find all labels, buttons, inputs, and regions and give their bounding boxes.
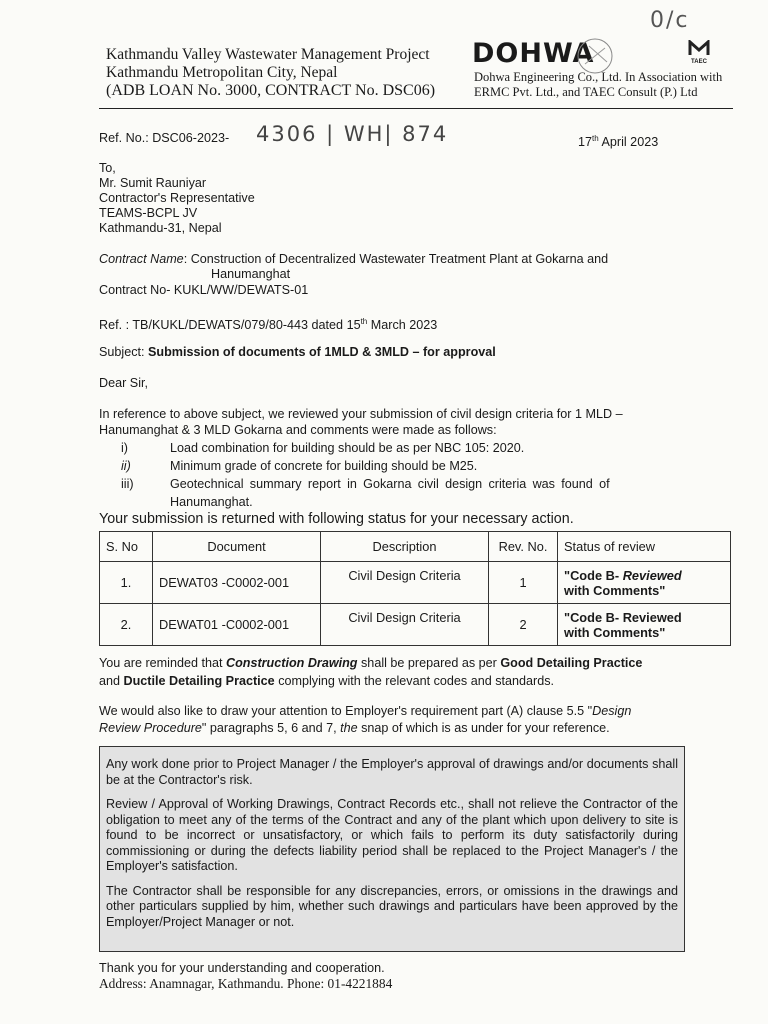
municipality-line: Kathmandu Metropolitan City, Nepal xyxy=(106,64,338,81)
table-row xyxy=(100,562,731,604)
attention-line-1: We would also like to draw your attention to Employer's requirement part (A) clause 5.5 "Design xyxy=(99,704,632,718)
document-code: DEWAT01 -C0002-001 xyxy=(153,604,321,646)
comment-text: Minimum grade of concrete for building should be M25. xyxy=(170,459,478,473)
addressee-name: Mr. Sumit Rauniyar xyxy=(99,176,207,190)
handwritten-corner-note: 0/c xyxy=(650,8,690,33)
column-header: S. No xyxy=(100,532,153,562)
addressee-location: Kathmandu-31, Nepal xyxy=(99,221,222,235)
comment-number: ii) xyxy=(121,459,131,473)
column-header: Description xyxy=(321,532,489,562)
project-title: Kathmandu Valley Wastewater Management Project xyxy=(106,46,430,63)
closing-line: Thank you for your understanding and cooperation. xyxy=(99,961,385,975)
attention-line-2: Review Procedure" paragraphs 5, 6 and 7, the snap of which is as under for your reference. xyxy=(99,721,610,735)
dohwa-logo: DOHWA xyxy=(472,38,595,69)
row-number: 2. xyxy=(100,604,153,646)
row-number: 1. xyxy=(100,562,153,604)
table-header-row xyxy=(100,532,731,562)
contract-name-line-2: Hanumanghat xyxy=(211,267,291,281)
document-description: Civil Design Criteria xyxy=(321,562,489,604)
document-description: Civil Design Criteria xyxy=(321,604,489,646)
header-divider xyxy=(99,108,733,109)
handwritten-ref-number: 4306 | WH| 874 xyxy=(256,122,449,146)
comment-number: i) xyxy=(121,441,128,455)
column-header: Rev. No. xyxy=(489,532,558,562)
taec-logo: TAEC xyxy=(686,40,712,65)
comment-text: Geotechnical summary report in Gokarna civil design criteria was found of xyxy=(170,477,610,491)
association-line-2: ERMC Pvt. Ltd., and TAEC Consult (P.) Ltd xyxy=(474,85,698,99)
comment-text-continued: Hanumanghat. xyxy=(170,495,253,509)
reminder-line-2: and Ductile Detailing Practice complying with the relevant codes and standards. xyxy=(99,674,555,688)
clause-paragraph: Review / Approval of Working Drawings, Contract Records etc., shall not relieve the Contractor of the obligation to meet any of the terms of the Contract and any of the plant which upon delivery to site is found to be incorrect or unsatisfactory, or which fails to perform its duty satisfactorily during commissioning or during the defects liability period shall be replaced to the Project Manager's / the Employer's satisfaction. xyxy=(106,797,678,873)
clause-paragraph: Any work done prior to Project Manager / the Employer's approval of drawings and/or documents shall be at the Contractor's risk. xyxy=(106,757,678,787)
review-status: "Code B- Reviewed with Comments" xyxy=(558,604,731,646)
review-status-table xyxy=(99,531,731,646)
intro-line-2: Hanumanghat & 3 MLD Gokarna and comments were made as follows: xyxy=(99,423,497,437)
letter-date: 17th April 2023 xyxy=(578,134,659,150)
contract-name-line: Contract Name: Construction of Decentralized Wastewater Treatment Plant at Gokarna and xyxy=(99,252,609,266)
addressee-company: TEAMS-BCPL JV xyxy=(99,206,198,220)
association-line-1: Dohwa Engineering Co., Ltd. In Association with xyxy=(474,70,723,84)
intro-line-1: In reference to above subject, we reviewed your submission of civil design criteria for 1 MLD – xyxy=(99,407,623,421)
ref-number-prefix: Ref. No.: DSC06-2023- xyxy=(99,131,230,145)
clause-paragraph: The Contractor shall be responsible for any discrepancies, errors, or omissions in the drawings and other particulars supplied by him, whether such drawings and particulars have been approved by the Employer/Project Manager or not. xyxy=(106,883,678,929)
contract-number: Contract No- KUKL/WW/DEWATS-01 xyxy=(99,283,309,297)
loan-contract-line: (ADB LOAN No. 3000, CONTRACT No. DSC06) xyxy=(106,82,436,99)
document-code: DEWAT03 -C0002-001 xyxy=(153,562,321,604)
salutation: Dear Sir, xyxy=(99,376,148,390)
table-row xyxy=(100,604,731,646)
clause-excerpt-box xyxy=(99,746,685,952)
footer-address: Address: Anamnagar, Kathmandu. Phone: 01-4221884 xyxy=(99,976,393,991)
subject-line: Subject: Submission of documents of 1MLD & 3MLD – for approval xyxy=(99,345,496,359)
return-status-line: Your submission is returned with following status for your necessary action. xyxy=(99,511,574,527)
revision-number: 1 xyxy=(489,562,558,604)
taec-logo-icon xyxy=(688,40,710,56)
addressee-role: Contractor's Representative xyxy=(99,191,255,205)
comment-text: Load combination for building should be as per NBC 105: 2020. xyxy=(170,441,525,455)
review-status: "Code B- Reviewed with Comments" xyxy=(558,562,731,604)
comment-number: iii) xyxy=(121,477,134,491)
reference-line: Ref. : TB/KUKL/DEWATS/079/80-443 dated 15th March 2023 xyxy=(99,317,438,333)
revision-number: 2 xyxy=(489,604,558,646)
column-header: Status of review xyxy=(558,532,731,562)
reminder-line-1: You are reminded that Construction Drawing shall be prepared as per Good Detailing Practice xyxy=(99,656,643,670)
column-header: Document xyxy=(153,532,321,562)
to-label: To, xyxy=(99,161,116,175)
